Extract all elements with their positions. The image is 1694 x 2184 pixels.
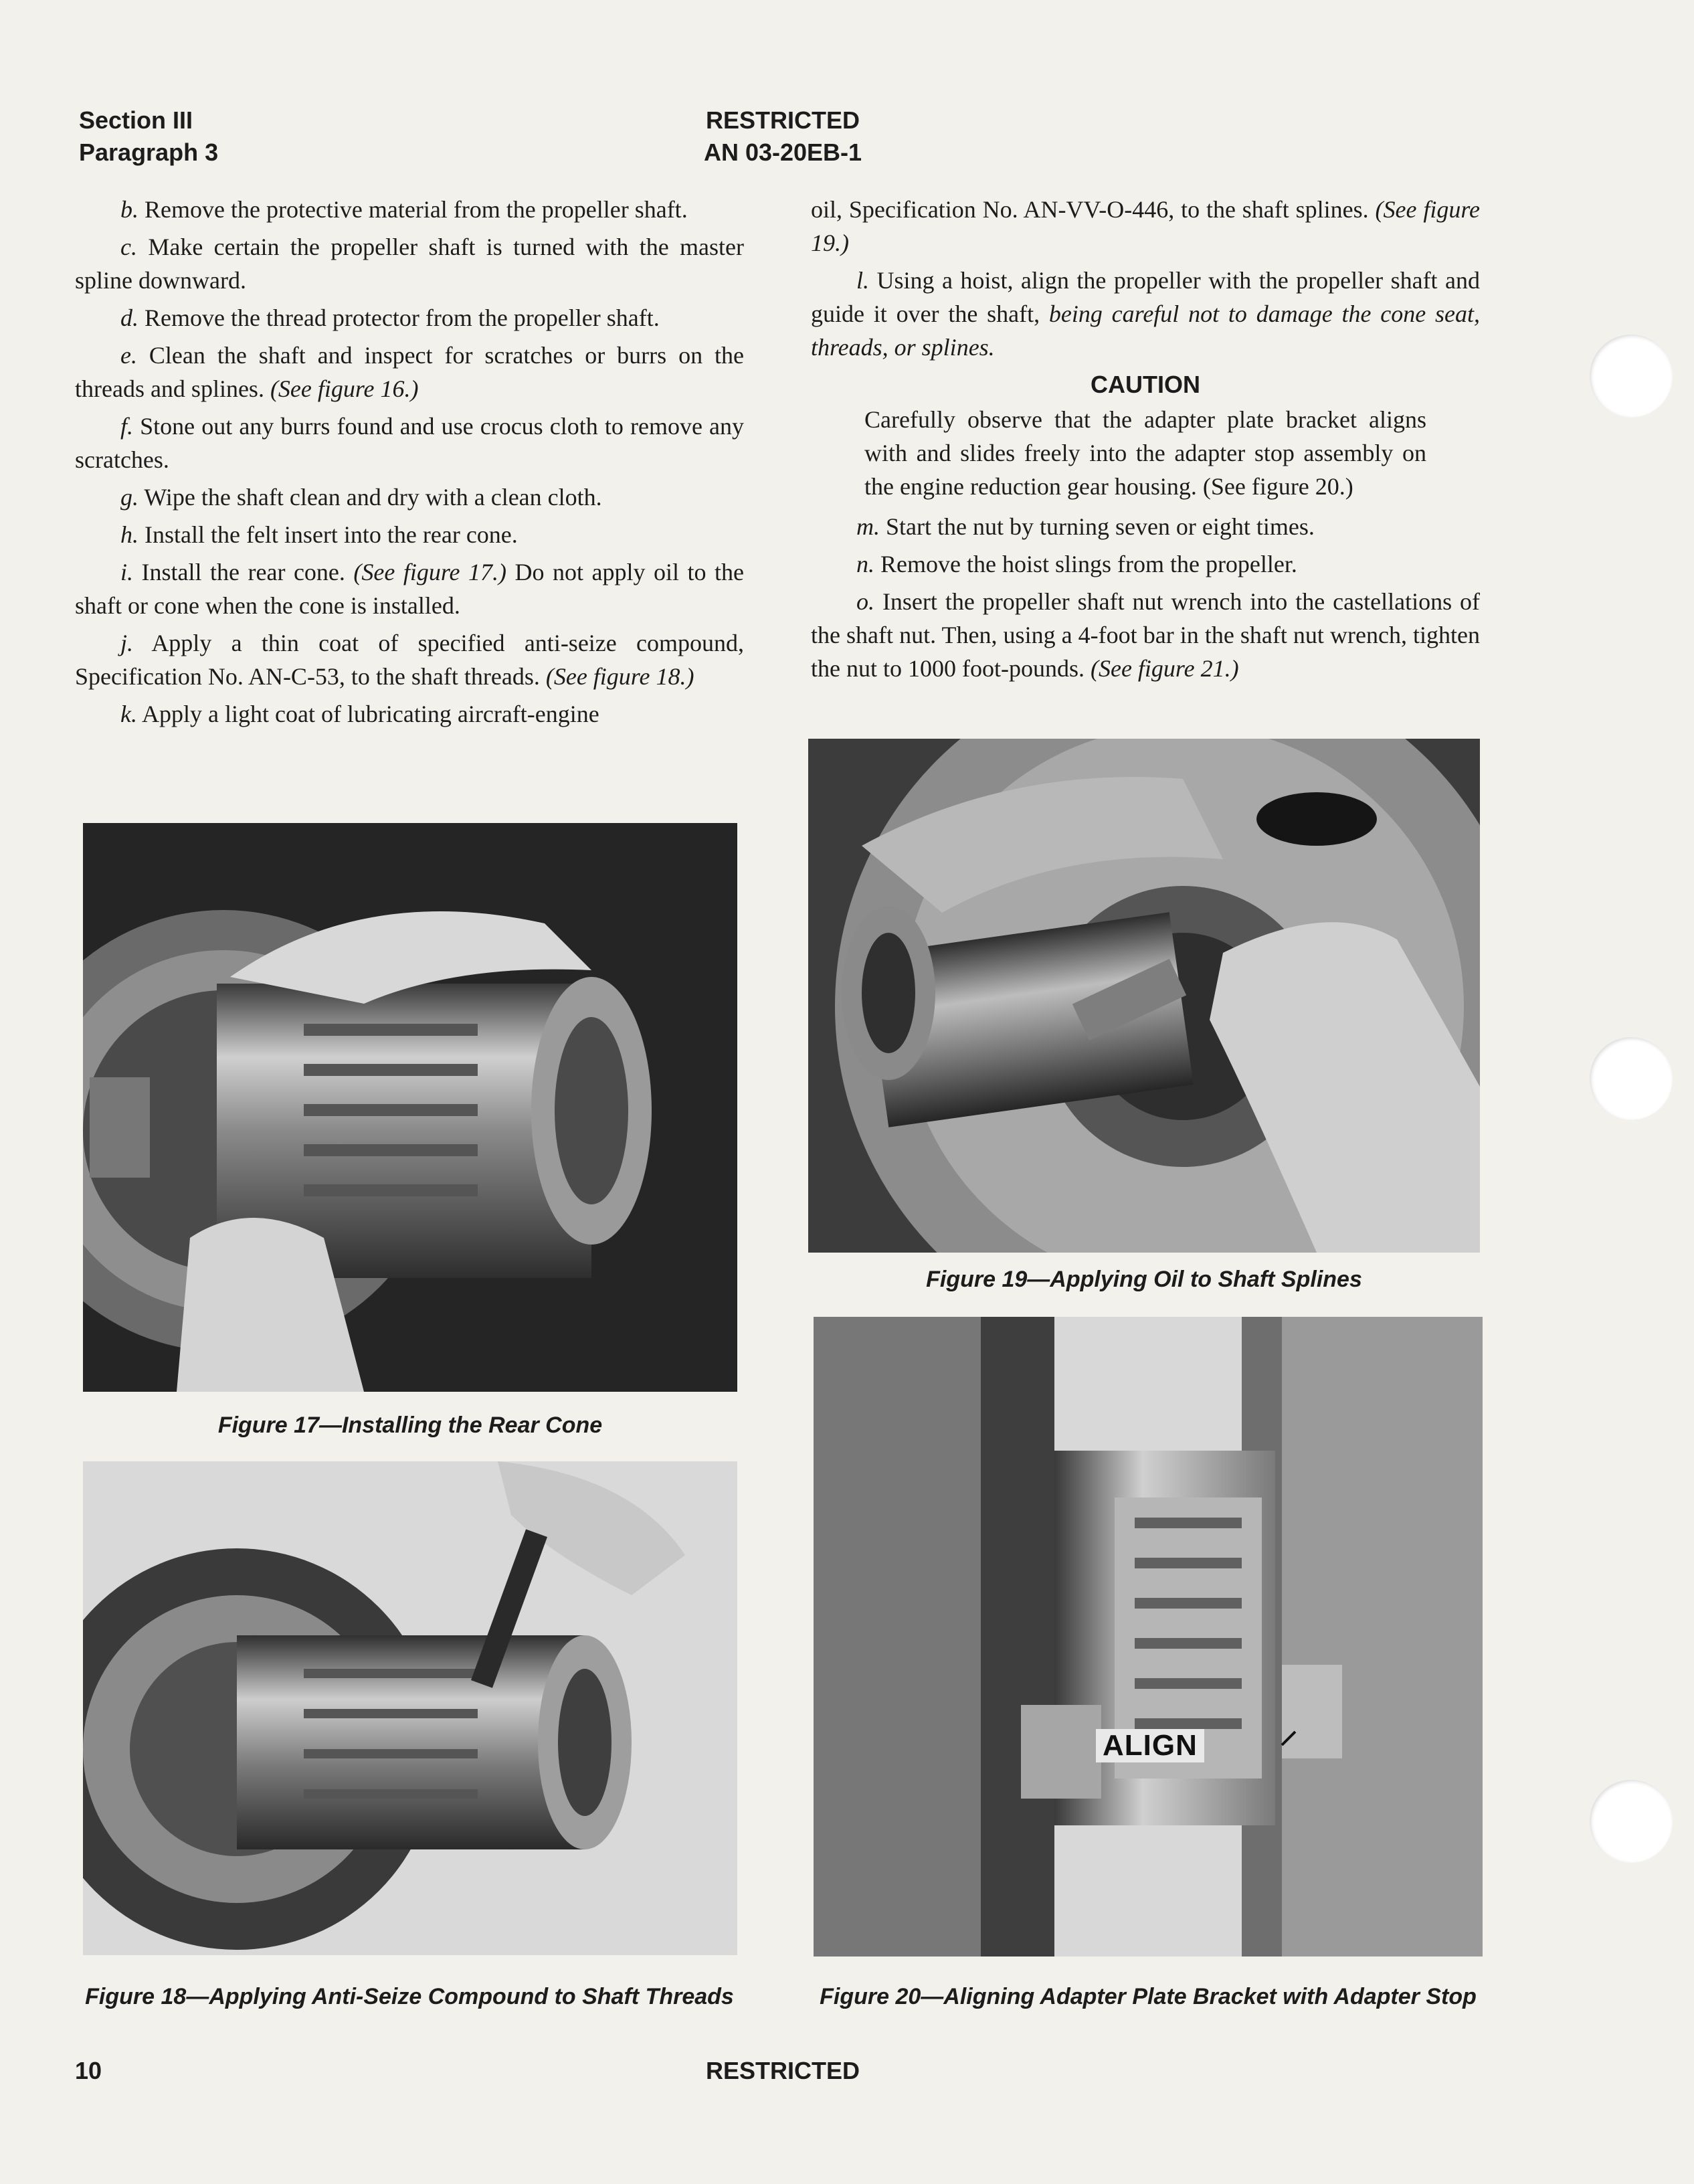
binder-hole-middle [1590, 1037, 1673, 1120]
classification-footer: RESTRICTED [705, 2057, 860, 2084]
step-l: l. Using a hoist, align the propeller with the propeller shaft and guide it over the shaft, being careful not to damage the cone seat, threads, or splines. [811, 267, 1481, 361]
caution-heading: CAUTION [1091, 371, 1200, 398]
figure-18-caption: Figure 18—Applying Anti-Seize Compound to Shaft Threads [85, 1984, 734, 2009]
left-text-column [75, 193, 744, 735]
step-f: f. Stone out any burrs found and use crocus cloth to remove any scratches. [75, 413, 745, 473]
section-header [79, 104, 218, 169]
step-e: e. Clean the shaft and inspect for scratches or burrs on the threads and splines. (See figure 16.) [75, 342, 745, 402]
classification-header [642, 104, 923, 169]
step-b: b. Remove the protective material from the propeller shaft. [120, 196, 688, 223]
step-j: j. Apply a thin coat of specified anti-seize compound, Specification No. AN-C-53, to the shaft threads. (See figure 18.) [75, 630, 745, 690]
right-text-column [811, 193, 1480, 689]
binder-hole-bottom [1590, 1780, 1673, 1863]
step-g: g. Wipe the shaft clean and dry with a clean cloth. [120, 484, 602, 511]
classification-label: RESTRICTED [705, 106, 860, 134]
step-m: m. Start the nut by turning seven or eight times. [856, 513, 1315, 540]
step-k-continued: oil, Specification No. AN-VV-O-446, to the shaft splines. (See figure 19.) [811, 196, 1481, 256]
figure-18-photo [83, 1461, 737, 1955]
step-k: k. Apply a light coat of lubricating aircraft-engine [120, 701, 599, 727]
figure-17-caption: Figure 17—Installing the Rear Cone [217, 1413, 603, 1438]
step-i: i. Install the rear cone. (See figure 17.) Do not apply oil to the shaft or cone when the cone is installed. [75, 559, 745, 619]
figure-20-photo [814, 1317, 1483, 1956]
step-n: n. Remove the hoist slings from the propeller. [856, 551, 1297, 577]
step-h: h. Install the felt insert into the rear cone. [120, 521, 518, 548]
align-callout-label: ALIGN [1096, 1729, 1204, 1762]
caution-text: Carefully observe that the adapter plate bracket aligns with and slides freely into the adapter stop assembly on the engine reduction gear housing. (See figure 20.) [864, 406, 1426, 500]
step-o: o. Insert the propeller shaft nut wrench into the castellations of the shaft nut. Then, using a 4-foot bar in the shaft nut wrench, tighten the nut to 1000 foot-pounds. (See figure 21.) [811, 588, 1481, 682]
paragraph-label: Paragraph 3 [79, 139, 219, 166]
figure-19-photo [808, 739, 1480, 1253]
figure-17-photo [83, 823, 737, 1392]
binder-hole-top [1590, 335, 1673, 418]
step-c: c. Make certain the propeller shaft is turned with the master spline downward. [75, 234, 745, 294]
figure-20-caption: Figure 20—Aligning Adapter Plate Bracket with Adapter Stop [820, 1984, 1477, 2009]
figure-19-caption: Figure 19—Applying Oil to Shaft Splines [926, 1267, 1362, 1292]
page-number: 10 [75, 2057, 102, 2084]
step-d: d. Remove the thread protector from the propeller shaft. [120, 304, 660, 331]
document-number: AN 03-20EB-1 [703, 139, 862, 166]
section-label: Section III [79, 106, 193, 134]
